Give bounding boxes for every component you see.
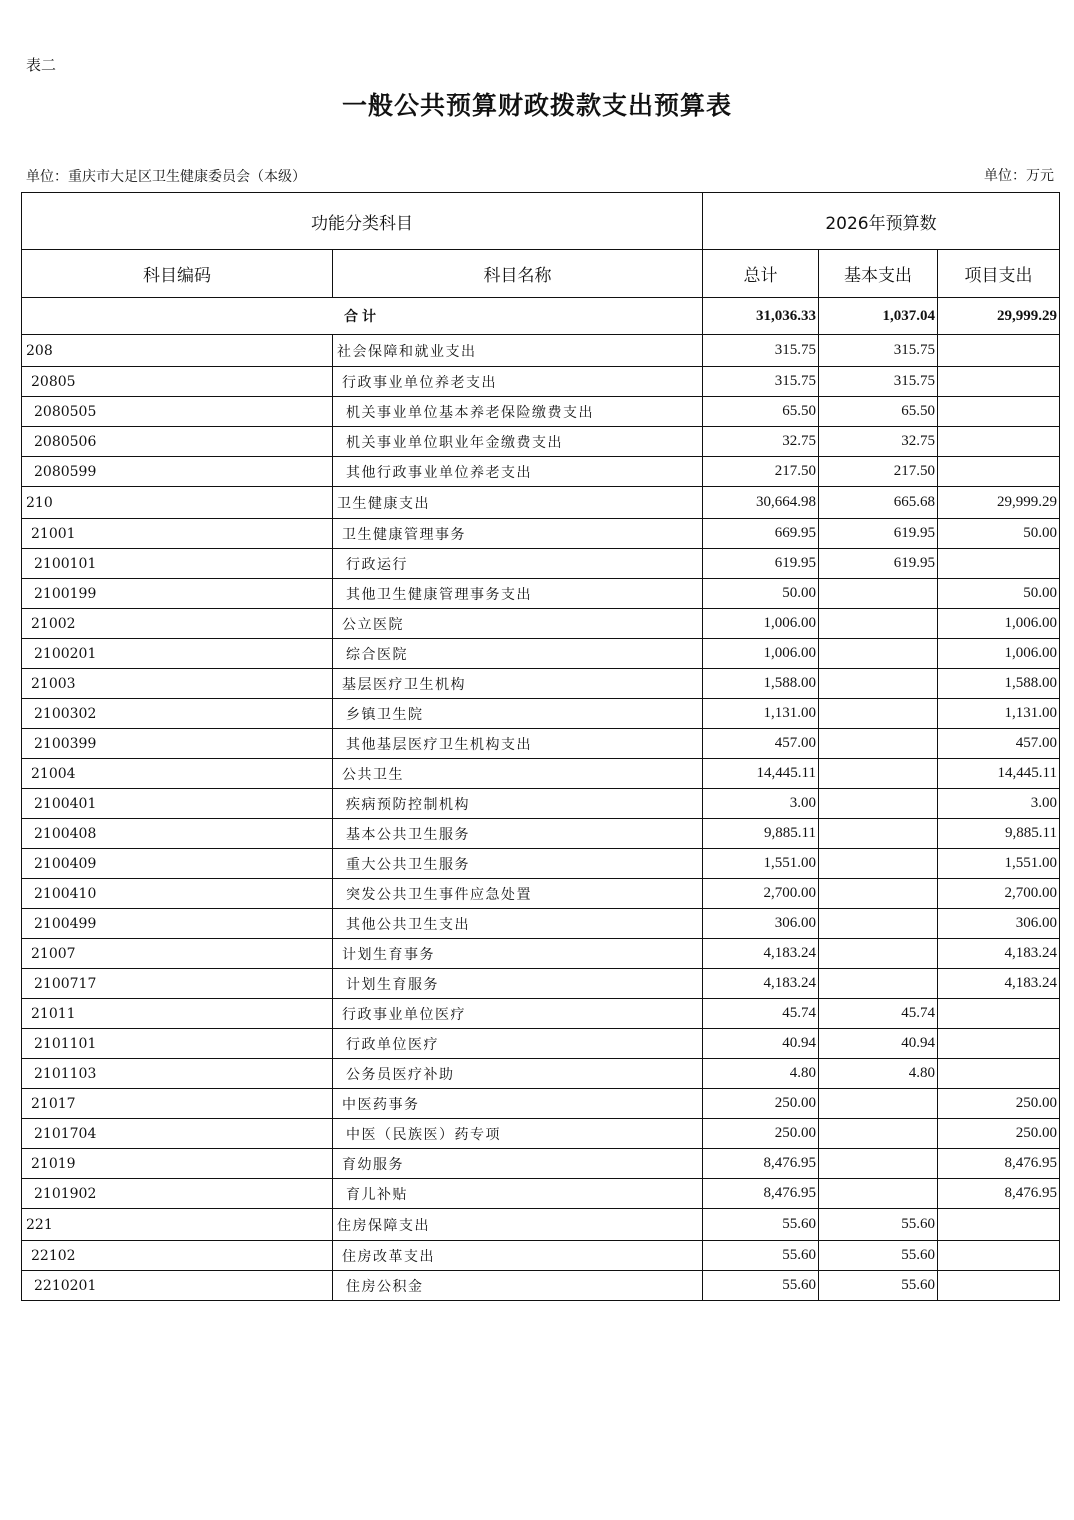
table-row: [22, 1089, 1060, 1119]
row-project: 1,588.00: [938, 669, 1060, 699]
row-name: 社会保障和就业支出: [333, 335, 703, 367]
table-row: [22, 1149, 1060, 1179]
row-basic: [819, 609, 938, 639]
row-name: 公务员医疗补助: [333, 1059, 703, 1089]
unit-currency: 单位：万元: [984, 168, 1054, 184]
row-basic: [819, 849, 938, 879]
header-row-columns: [22, 250, 1060, 298]
row-project: 306.00: [938, 909, 1060, 939]
budget-table: [21, 192, 1060, 1301]
row-name: 行政运行: [333, 549, 703, 579]
table-row: [22, 1119, 1060, 1149]
row-project: 3.00: [938, 789, 1060, 819]
table-row: [22, 669, 1060, 699]
row-code: 2080599: [22, 457, 333, 487]
row-name: 基本公共卫生服务: [333, 819, 703, 849]
row-name: 行政单位医疗: [333, 1029, 703, 1059]
table-row: [22, 819, 1060, 849]
unit-organization: 单位：重庆市大足区卫生健康委员会（本级）: [26, 169, 306, 185]
row-code: 2100410: [22, 879, 333, 909]
row-name: 乡镇卫生院: [333, 699, 703, 729]
row-code: 2210201: [22, 1271, 333, 1301]
row-project: 4,183.24: [938, 969, 1060, 999]
row-total: 315.75: [703, 335, 819, 367]
row-total: 45.74: [703, 999, 819, 1029]
row-total: 1,551.00: [703, 849, 819, 879]
table-row: [22, 487, 1060, 519]
row-total: 1,006.00: [703, 639, 819, 669]
row-name: 重大公共卫生服务: [333, 849, 703, 879]
row-total: 1,588.00: [703, 669, 819, 699]
row-code: 2100201: [22, 639, 333, 669]
row-basic: [819, 639, 938, 669]
row-project: [938, 999, 1060, 1029]
row-total: 306.00: [703, 909, 819, 939]
row-project: 4,183.24: [938, 939, 1060, 969]
row-name: 中医药事务: [333, 1089, 703, 1119]
table-row: [22, 1271, 1060, 1301]
table-row: [22, 519, 1060, 549]
row-code: 2100399: [22, 729, 333, 759]
row-basic: [819, 669, 938, 699]
table-row: [22, 969, 1060, 999]
row-name: 疾病预防控制机构: [333, 789, 703, 819]
totals-label: 合计: [22, 298, 703, 335]
row-basic: 55.60: [819, 1241, 938, 1271]
table-row: [22, 427, 1060, 457]
row-total: 14,445.11: [703, 759, 819, 789]
row-total: 217.50: [703, 457, 819, 487]
table-row: [22, 457, 1060, 487]
row-total: 250.00: [703, 1089, 819, 1119]
row-basic: 217.50: [819, 457, 938, 487]
row-project: [938, 549, 1060, 579]
row-total: 55.60: [703, 1241, 819, 1271]
row-code: 22102: [22, 1241, 333, 1271]
table-row: [22, 579, 1060, 609]
table-row: [22, 699, 1060, 729]
row-basic: [819, 789, 938, 819]
row-name: 住房改革支出: [333, 1241, 703, 1271]
row-total: 55.60: [703, 1271, 819, 1301]
row-code: 20805: [22, 367, 333, 397]
row-total: 4.80: [703, 1059, 819, 1089]
table-row: [22, 849, 1060, 879]
row-basic: 40.94: [819, 1029, 938, 1059]
row-basic: 55.60: [819, 1271, 938, 1301]
row-total: 32.75: [703, 427, 819, 457]
row-name: 其他公共卫生支出: [333, 909, 703, 939]
row-total: 250.00: [703, 1119, 819, 1149]
table-row: [22, 999, 1060, 1029]
row-code: 21003: [22, 669, 333, 699]
row-code: 2080505: [22, 397, 333, 427]
row-basic: [819, 699, 938, 729]
column-header-project: 项目支出: [938, 250, 1060, 298]
row-code: 2100302: [22, 699, 333, 729]
row-project: 1,006.00: [938, 609, 1060, 639]
row-basic: 65.50: [819, 397, 938, 427]
column-group-functional-classification: 功能分类科目: [22, 193, 703, 250]
row-total: 4,183.24: [703, 969, 819, 999]
row-basic: [819, 1179, 938, 1209]
row-total: 2,700.00: [703, 879, 819, 909]
table-row: [22, 1029, 1060, 1059]
table-row: [22, 609, 1060, 639]
row-basic: [819, 1119, 938, 1149]
header-row-group: [22, 193, 1060, 250]
column-header-code: 科目编码: [22, 250, 333, 298]
table-row: [22, 789, 1060, 819]
table-row: [22, 939, 1060, 969]
row-basic: [819, 909, 938, 939]
row-basic: [819, 819, 938, 849]
row-basic: 665.68: [819, 487, 938, 519]
table-row: [22, 759, 1060, 789]
row-code: 2101902: [22, 1179, 333, 1209]
row-code: 21011: [22, 999, 333, 1029]
totals-project: 29,999.29: [938, 298, 1060, 335]
row-basic: [819, 759, 938, 789]
table-row: [22, 335, 1060, 367]
row-total: 1,006.00: [703, 609, 819, 639]
row-total: 50.00: [703, 579, 819, 609]
row-project: 1,006.00: [938, 639, 1060, 669]
row-name: 公立医院: [333, 609, 703, 639]
row-total: 65.50: [703, 397, 819, 427]
row-name: 行政事业单位医疗: [333, 999, 703, 1029]
row-project: 1,551.00: [938, 849, 1060, 879]
row-name: 机关事业单位基本养老保险缴费支出: [333, 397, 703, 427]
row-code: 2100717: [22, 969, 333, 999]
row-project: [938, 1241, 1060, 1271]
row-project: [938, 1209, 1060, 1241]
table-row: [22, 1179, 1060, 1209]
row-code: 2100409: [22, 849, 333, 879]
row-total: 619.95: [703, 549, 819, 579]
totals-total: 31,036.33: [703, 298, 819, 335]
table-row: [22, 729, 1060, 759]
row-name: 公共卫生: [333, 759, 703, 789]
row-name: 突发公共卫生事件应急处置: [333, 879, 703, 909]
row-project: 8,476.95: [938, 1149, 1060, 1179]
row-basic: 315.75: [819, 367, 938, 397]
row-basic: [819, 1089, 938, 1119]
row-name: 计划生育服务: [333, 969, 703, 999]
row-basic: 32.75: [819, 427, 938, 457]
row-basic: 45.74: [819, 999, 938, 1029]
row-project: 14,445.11: [938, 759, 1060, 789]
row-project: 8,476.95: [938, 1179, 1060, 1209]
column-header-basic: 基本支出: [819, 250, 938, 298]
row-code: 2101103: [22, 1059, 333, 1089]
row-basic: 619.95: [819, 549, 938, 579]
row-code: 21007: [22, 939, 333, 969]
row-project: 250.00: [938, 1089, 1060, 1119]
row-basic: 55.60: [819, 1209, 938, 1241]
row-total: 3.00: [703, 789, 819, 819]
row-code: 21017: [22, 1089, 333, 1119]
row-name: 中医（民族医）药专项: [333, 1119, 703, 1149]
row-name: 其他基层医疗卫生机构支出: [333, 729, 703, 759]
row-project: [938, 427, 1060, 457]
row-basic: 619.95: [819, 519, 938, 549]
row-project: 50.00: [938, 519, 1060, 549]
column-header-name: 科目名称: [333, 250, 703, 298]
row-total: 457.00: [703, 729, 819, 759]
table-row: [22, 639, 1060, 669]
row-project: 2,700.00: [938, 879, 1060, 909]
row-code: 208: [22, 335, 333, 367]
table-row: [22, 549, 1060, 579]
row-project: [938, 1059, 1060, 1089]
row-name: 基层医疗卫生机构: [333, 669, 703, 699]
row-project: 457.00: [938, 729, 1060, 759]
row-total: 55.60: [703, 1209, 819, 1241]
table-row: [22, 367, 1060, 397]
row-basic: [819, 729, 938, 759]
column-group-budget-2026: 2026年预算数: [703, 193, 1060, 250]
row-basic: 315.75: [819, 335, 938, 367]
row-project: [938, 367, 1060, 397]
row-total: 1,131.00: [703, 699, 819, 729]
row-name: 行政事业单位养老支出: [333, 367, 703, 397]
row-total: 30,664.98: [703, 487, 819, 519]
row-code: 210: [22, 487, 333, 519]
table-row: [22, 1241, 1060, 1271]
row-project: [938, 1029, 1060, 1059]
row-name: 住房保障支出: [333, 1209, 703, 1241]
row-project: [938, 335, 1060, 367]
row-name: 住房公积金: [333, 1271, 703, 1301]
row-basic: [819, 579, 938, 609]
table-row: [22, 879, 1060, 909]
row-name: 综合医院: [333, 639, 703, 669]
row-name: 育儿补贴: [333, 1179, 703, 1209]
column-header-total: 总计: [703, 250, 819, 298]
row-total: 315.75: [703, 367, 819, 397]
row-code: 21001: [22, 519, 333, 549]
row-name: 育幼服务: [333, 1149, 703, 1179]
row-code: 2100101: [22, 549, 333, 579]
row-project: [938, 1271, 1060, 1301]
table-row: [22, 1209, 1060, 1241]
row-total: 40.94: [703, 1029, 819, 1059]
row-total: 669.95: [703, 519, 819, 549]
row-name: 计划生育事务: [333, 939, 703, 969]
row-project: [938, 457, 1060, 487]
row-total: 8,476.95: [703, 1179, 819, 1209]
table-row: [22, 1059, 1060, 1089]
table-row: [22, 909, 1060, 939]
row-total: 4,183.24: [703, 939, 819, 969]
row-project: [938, 397, 1060, 427]
row-code: 2080506: [22, 427, 333, 457]
row-name: 卫生健康管理事务: [333, 519, 703, 549]
table-label: 表二: [26, 56, 57, 74]
row-name: 机关事业单位职业年金缴费支出: [333, 427, 703, 457]
totals-row: [22, 298, 1060, 335]
row-code: 2100408: [22, 819, 333, 849]
row-basic: [819, 1149, 938, 1179]
row-total: 8,476.95: [703, 1149, 819, 1179]
row-project: 50.00: [938, 579, 1060, 609]
row-name: 其他行政事业单位养老支出: [333, 457, 703, 487]
row-project: 9,885.11: [938, 819, 1060, 849]
row-code: 2101704: [22, 1119, 333, 1149]
row-project: 250.00: [938, 1119, 1060, 1149]
row-name: 卫生健康支出: [333, 487, 703, 519]
table-row: [22, 397, 1060, 427]
row-basic: [819, 969, 938, 999]
row-code: 2100499: [22, 909, 333, 939]
page-title: 一般公共预算财政拨款支出预算表: [341, 91, 732, 120]
row-total: 9,885.11: [703, 819, 819, 849]
row-code: 21019: [22, 1149, 333, 1179]
row-name: 其他卫生健康管理事务支出: [333, 579, 703, 609]
totals-basic: 1,037.04: [819, 298, 938, 335]
row-basic: [819, 939, 938, 969]
row-project: 1,131.00: [938, 699, 1060, 729]
row-code: 2100199: [22, 579, 333, 609]
row-basic: 4.80: [819, 1059, 938, 1089]
row-code: 21004: [22, 759, 333, 789]
row-project: 29,999.29: [938, 487, 1060, 519]
row-code: 2100401: [22, 789, 333, 819]
row-code: 221: [22, 1209, 333, 1241]
row-code: 21002: [22, 609, 333, 639]
row-code: 2101101: [22, 1029, 333, 1059]
row-basic: [819, 879, 938, 909]
